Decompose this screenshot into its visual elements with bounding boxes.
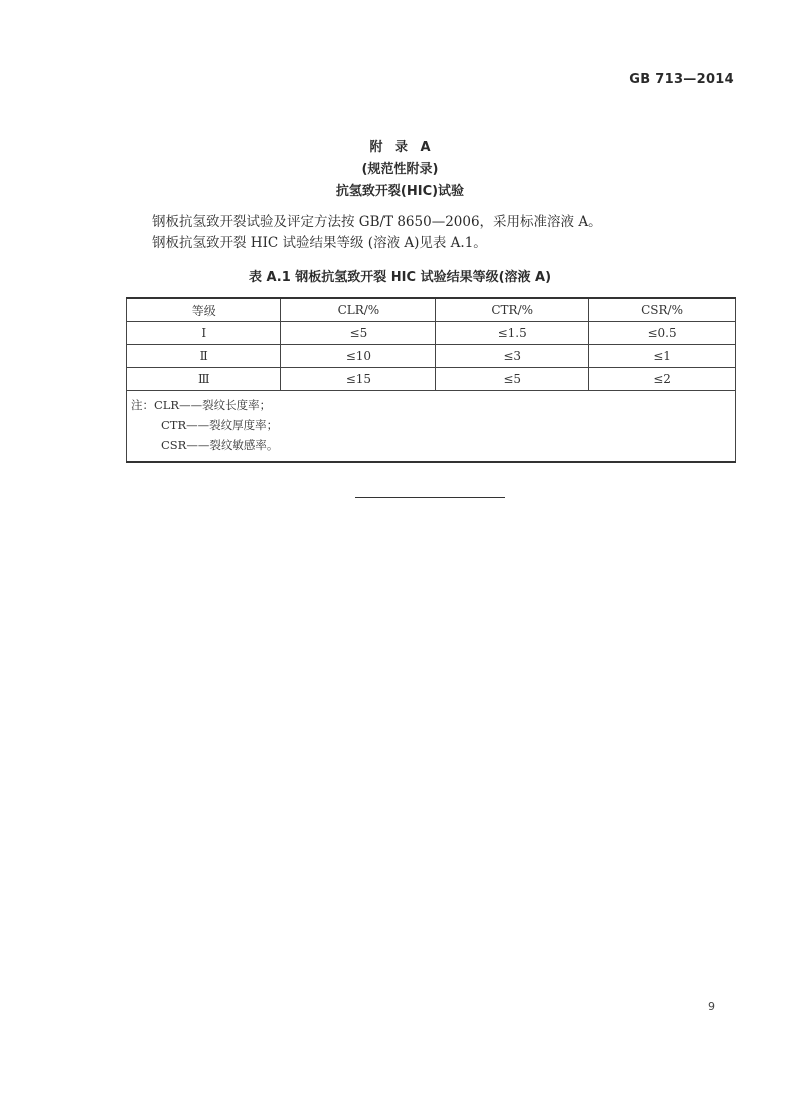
table-notes-row <box>127 391 736 463</box>
header-ctr: CTR/% <box>436 298 589 322</box>
paragraph-test-method: 钢板抗氢致开裂试验及评定方法按 GB/T 8650—2006，采用标准溶液 A。 <box>152 214 602 230</box>
table-caption: 表 A.1 钢板抗氢致开裂 HIC 试验结果等级(溶液 A) <box>248 270 552 285</box>
grade-cell: Ⅰ <box>127 322 281 345</box>
header-grade: 等级 <box>127 298 281 322</box>
table-header-row <box>127 298 736 322</box>
hic-grade-table <box>126 297 736 463</box>
paragraph-result-grade: 钢板抗氢致开裂 HIC 试验结果等级 (溶液 A)见表 A.1。 <box>152 235 487 251</box>
note-clr: 注：CLR——裂纹长度率； <box>131 398 272 412</box>
ctr-cell: ≤5 <box>436 368 589 391</box>
ctr-cell: ≤1.5 <box>436 322 589 345</box>
csr-cell: ≤1 <box>589 345 736 368</box>
table-row <box>127 345 736 368</box>
ctr-cell: ≤3 <box>436 345 589 368</box>
note-ctr: CTR——裂纹厚度率； <box>161 418 279 432</box>
header-csr: CSR/% <box>589 298 736 322</box>
table-row <box>127 322 736 345</box>
csr-cell: ≤0.5 <box>589 322 736 345</box>
end-rule-divider <box>355 497 505 498</box>
appendix-subject: 抗氢致开裂(HIC)试验 <box>335 184 465 199</box>
page-number: 9 <box>708 1000 715 1013</box>
note-csr: CSR——裂纹敏感率。 <box>161 438 279 452</box>
table-row <box>127 368 736 391</box>
grade-cell: Ⅲ <box>127 368 281 391</box>
table-notes <box>127 391 736 463</box>
csr-cell: ≤2 <box>589 368 736 391</box>
appendix-type: (规范性附录) <box>361 162 439 177</box>
clr-cell: ≤5 <box>281 322 436 345</box>
appendix-title: 附 录 A <box>369 140 431 155</box>
standard-number: GB 713—2014 <box>629 72 734 87</box>
clr-cell: ≤15 <box>281 368 436 391</box>
grade-cell: Ⅱ <box>127 345 281 368</box>
clr-cell: ≤10 <box>281 345 436 368</box>
header-clr: CLR/% <box>281 298 436 322</box>
